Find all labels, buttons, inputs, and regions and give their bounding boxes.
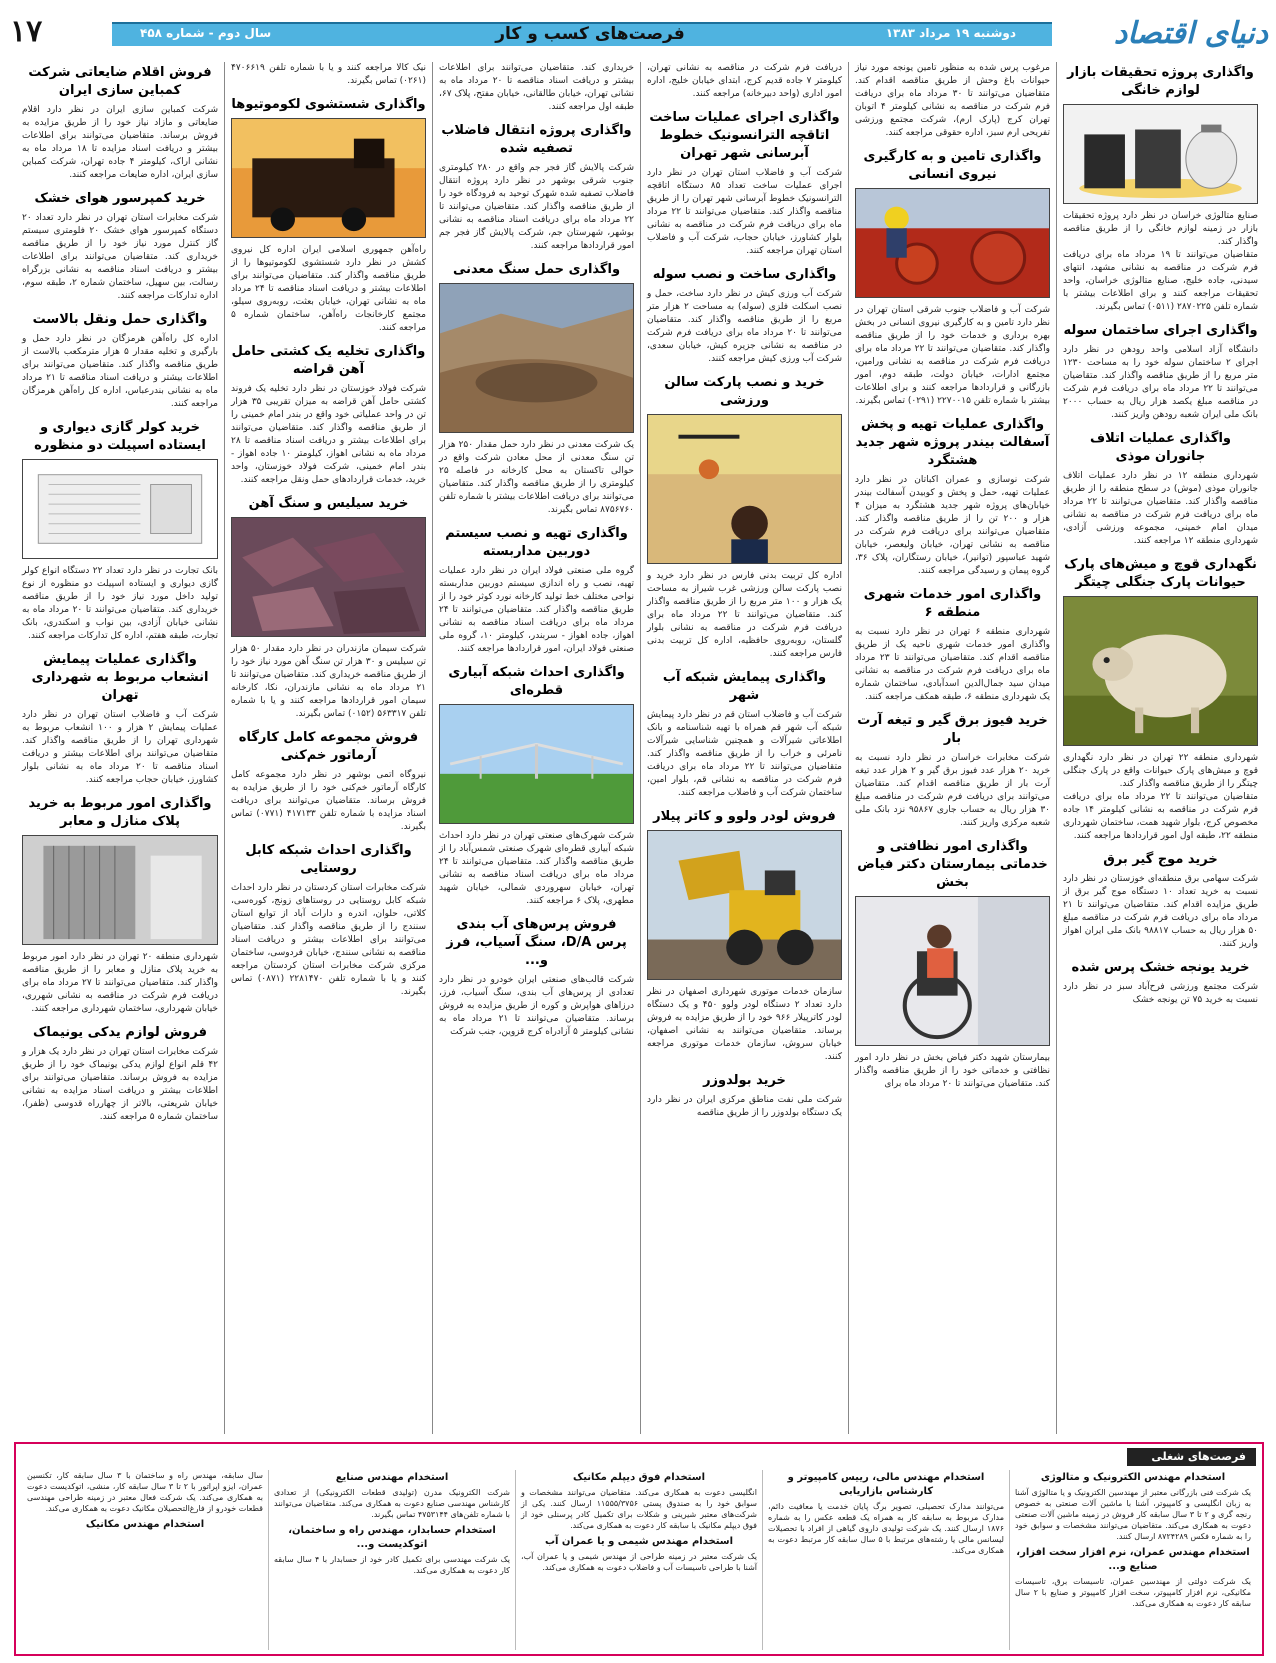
article-text: شرکت آب ورزی کیش در نظر دارد ساخت، حمل و نصب اسکلت فلزی (سوله) به مساحت ۲ هزار متر مربع را از طریق مناقصه واگذار کند. متقاضیان می‌توانند تا ۲۰ مرداد ماه برای دریافت فرم شرکت در مناقصه به نشانی جزیره کیش، خیابان سعدی، شرکت آب ورزی کیش مراجعه کنند. [647,289,842,364]
article-text: شرکت مخابرات استان کردستان در نظر دارد احداث شبکه کابل روستایی در روستاهای زونج، کوره‌سی، کلاتی، حلوان، اندره و دارات آباد از توابع استان سنندج را از طریق مناقصه واگذار کند. متقاضیان می‌توانند برای اطلاعات بیشتر و دریافت اسناد مناقصه به نشانی سنندج، خیابان فردوسی، ساختمان مرکزی شرکت مخابرات استان کردستان مراجعه کنند و یا با شماره تلفن ۲۲۸۱۴۷۰ (۰۸۷۱) تماس بگیرند. [231,883,426,997]
issue-number: سال دوم - شماره ۴۵۸ [140,26,272,40]
article-title: واگذاری پیمایش شبکه آب شهر [662,670,827,703]
article-title: واگذاری پروژه تحقیقات بازار لوازم خانگی [1067,65,1254,98]
job-ad [274,1524,510,1576]
job-ad [768,1471,1004,1556]
article-title: خرید کمپرسور هوای خشک [34,191,206,206]
jobs-section-title: فرصت‌های شغلی [1127,1448,1256,1466]
article [439,122,634,253]
article-title: فروش مجموعه کامل کارگاه آرماتور خم‌کنی [238,730,419,763]
article-title: واگذاری حمل سنگ معدنی [452,262,621,277]
photo-iron-ore [231,517,426,637]
article-text: شرکت پالایش گاز فجر جم واقع در ۲۸۰ کیلومتری جنوب شرقی بوشهر در نظر دارد پروژه انتقال فاضلاب تصفیه شده شهرک توحید به فرودگاه خود را از طریق مناقصه واگذار کند. متقاضیان می‌توانند تا ۲۲ مرداد ماه برای دریافت اسناد مناقصه به نشانی بوشهر، شهرستان جم، شرکت پالایش گاز فجر جم امور قراردادها مراجعه کنند. [439,163,634,251]
main-columns [14,62,1264,1434]
job-ad [521,1535,757,1573]
article [1063,556,1258,843]
article-text: گروه ملی صنعتی فولاد ایران در نظر دارد عملیات تهیه، نصب و راه اندازی سیستم دوربین مداربسته نواحی مختلف خط تولید کارخانه نورد کوثر خود را از طریق مناقصه واگذار کند. متقاضیان می‌توانند تا ۲۴ مرداد ماه برای دریافت اسناد مناقصه به نشانی اهواز، جاده اهواز - سربندر، کیلومتر ۱۰، گروه ملی صنعتی فولاد ایران، امور قراردادها مراجعه کنند. [439,566,634,654]
article-text: شرکت شهرک‌های صنعتی تهران در نظر دارد احداث شبکه آبیاری قطره‌ای شهرک صنعتی شمس‌آباد را از طریق مناقصه واگذار کند. متقاضیان می‌توانند تا ۲۴ مرداد ماه برای دریافت اسناد مناقصه به نشانی تهران، خیابان سهروردی شمالی، خیابان شهید مطهری، پلاک ۶ مراجعه کنند. [439,831,634,906]
job-title: استخدام مهندس شیمی و یا عمران آب [544,1536,734,1547]
article [439,664,634,908]
article [1063,851,1258,951]
article [231,729,426,834]
page-number: ۱۷ [10,14,43,49]
job-title: استخدام مهندس صنایع [335,1472,449,1483]
article [647,62,842,101]
article-text: متقاضیان می‌توانند تا ۲۲ مرداد ماه برای دریافت فرم شرکت در مناقصه به نشانی کیلومتر ۱۴ جاده مخصوص کرج، بلوار شهید همت، ساختمان شهرداری منطقه ۲۲، طبقه اول امور قراردادها مراجعه کنند. [1063,792,1258,841]
article [231,495,426,721]
photo-basketball [647,414,842,564]
job-title: استخدام مهندس عمران، نرم افزار سخت افزار، صنایع و... [1016,1547,1250,1572]
article [439,916,634,1039]
article-text: متقاضیان می‌توانند تا ۱۹ مرداد ماه برای دریافت فرم شرکت در مناقصه به نشانی مشهد، انتهای سیدنی، جاده خلیج، صنایع متالوژی خراسان، واحد تحقیقات مراجعه کنند و برای اطلاعات بیشتر با شماره تلفن ۲۸۷۰۲۲۵ (۰۵۱۱) تماس بگیرند. [1063,250,1258,312]
newspaper-logo: دنیای اقتصاد [1113,16,1268,51]
photo-home-appliances [1063,104,1258,204]
article-title: خرید موج گیر برق [1103,852,1218,867]
article-title: واگذاری عملیات پیمایش انشعاب مربوط به شهرداری تهران [31,652,209,703]
article-title: واگذاری اجرای ساختمان سوله [1063,323,1258,338]
article-title: خرید کولر گازی دیواری و ایستاده اسپیلت دو منظوره [34,420,206,453]
article-text: خریداری کند. متقاضیان می‌توانند برای اطلاعات بیشتر و دریافت اسناد مناقصه تا ۲۰ مرداد ماه به نشانی تهران، خیابان طالقانی، خیابان مفتح، پلاک ۶۷، طبقه اول مراجعه کنند. [439,63,634,112]
article-title: واگذاری حمل ونقل بالاست [32,312,208,327]
article-title: فروش پرس‌های آب بندی پرس D/A، سنگ آسیاب، فرز و... [446,917,627,968]
job-title: استخدام حسابدار، مهندس راه و ساختمان، اتوکدیست و... [288,1525,496,1550]
article [855,148,1050,408]
article-text: شرکت سهامی برق منطقه‌ای خوزستان در نظر دارد نسبت به خرید تعداد ۱۰ دستگاه موج گیر برق از طریق مزایده اقدام کند. متقاضیان می‌توانند تا ۲۱ مرداد ماه برای دریافت فرم شرکت در مناقصه مبلغ ۵۰ هزار ریال به حساب ۹۸۸۱۷ بانک ملی ایران اهواز واریز کنند. [1063,874,1259,949]
article-text: بانک تجارت در نظر دارد تعداد ۲۲ دستگاه انواع کولر گازی دیواری و ایستاده اسپیلت دو منظوره از نوع تولید داخل مورد نیاز خود را از طریق مناقصه خریداری کند. متقاضیان می‌توانند تا ۲۰ مرداد ماه به نشانی خیابان آزادی، بین نواب و اسکندری، بانک تجارت، طبقه هفتم، اداره کل تدارکات مراجعه کنند. [22,566,219,641]
article-text: نیک کالا مراجعه کنند و یا با شماره تلفن ۴۷۰۶۶۱۹ (۰۲۶۱) تماس بگیرند. [231,63,426,86]
article-text: شرکت ملی نفت مناطق مرکزی ایران در نظر دارد یک دستگاه بولدوزر را از طریق مناقصه [647,1095,842,1118]
job-text: شرکت الکترونیک مدرن (تولیدی قطعات الکترونیکی) از تعدادی کارشناس مهندسی صنایع دعوت به همکاری می‌کند. متقاضیان می‌توانند با شماره تلفن‌های ۴۷۵۳۱۴۴ تماس بگیرند. [274,1488,510,1519]
article [231,842,426,999]
job-title: استخدام فوق دیپلم مکانیک [572,1472,706,1483]
article-text: شرکت آب و فاضلاب استان تهران در نظر دارد عملیات پیمایش ۲ هزار و ۱۰۰ انشعاب مربوط به شهرداری تهران را از طریق مناقصه واگذار کند. متقاضیان می‌توانند برای اطلاعات بیشتر و دریافت اسناد مناقصه تا ۲۰ مرداد ماه به نشانی بلوار کشاورز، خیابان حجاب مراجعه کنند. [22,710,218,785]
job-opportunities-box [14,1442,1264,1656]
article-text: شرکت فولاد خوزستان در نظر دارد تخلیه یک فروند کشتی حامل آهن قراضه به میزان تقریبی ۳۵ هزار تن در واحد عملیاتی خود واقع در بندر امام خمینی را از طریق مناقصه واگذار کند. متقاضیان می‌توانند برای اطلاعات بیشتر و دریافت اسناد مناقصه تا ۲۸ مرداد ماه به نشانی اهواز، کیلومتر ۱۰ جاده اهواز - بندر امام خمینی، شرکت فولاد خوزستان، واحد خرید، خدمات قراردادهای حمل ونقل مراجعه کنند. [231,384,426,485]
article-title: واگذاری عملیات تهیه و پخش آسفالت بیندر پروژه شهر جدید هشتگرد [855,417,1050,468]
article-text: شرکت آب و فاضلاب استان تهران در نظر دارد اجرای عملیات ساخت تعداد ۸۵ دستگاه اتاقچه الترانسونیک خطوط آبرسانی شهر تهران را از طریق مناقصه واگذار کند. متقاضیان می‌توانند تا ۲۲ مرداد ماه برای دریافت فرم شرکت در مناقصه به نشانی بلوار کشاورز، خیابان حجاب، شرکت آب و فاضلاب استان تهران مراجعه کنند. [647,168,842,256]
article-title: واگذاری تخلیه یک کشتی حامل آهن قراضه [231,344,426,377]
article-text: شرکت قالب‌های صنعتی ایران خودرو در نظر دارد تعدادی از پرس‌های آب بندی، سنگ آسیاب، فرز، درزاهای هواپرش و کوره از طریق مزایده به فروش برساند. متقاضیان می‌توانند تا ۲۱ مرداد ماه به نشانی کیلومتر ۵ آزادراه کرج قزوین، جنب شرکت [439,975,635,1037]
article-title: خرید بولدوزر [703,1073,786,1088]
section-title: فرصت‌های کسب و کار [495,24,685,44]
jobs-column [1009,1470,1256,1650]
article-text: شرکت آب و فاضلاب جنوب شرقی استان تهران در نظر دارد تامین و به کارگیری نیروی انسانی در بخش بهره برداری و خدمات خود را از طریق مناقصه واگذار کند. متقاضیان می‌توانند تا ۲۲ مرداد ماه برای دریافت فرم شرکت در مناقصه به نشانی ورامین، مجتمع ادارات، خیابان دولت، طبقه دوم، امور بازرگانی و قراردادها مراجعه کنند و برای اطلاعات بیشتر با شماره تلفن ۲۲۷۰۰۱۵ (۰۲۹۱) تماس بگیرند. [855,305,1050,406]
article [855,712,1050,830]
column-6 [16,62,224,1434]
column-2 [848,62,1056,1434]
article [855,586,1050,704]
article [647,266,842,366]
photo-irrigation [439,704,634,824]
article [1063,430,1258,548]
article-title: واگذاری تهیه و نصب سیستم دوربین مداربسته [445,526,628,559]
job-text: یک شرکت معتبر در زمینه طراحی از مهندس شیمی و یا عمران آب، آشنا با طراحی تاسیسات آب و فاضلاب دعوت به همکاری می‌کند. [521,1552,757,1572]
job-text: یک شرکت فنی بازرگانی معتبر از مهندسین الکترونیک و یا متالوژی آشنا به زبان انگلیسی و کامپیوتر، آشنا با ماشین آلات صنعتی به خصوص رنجه گری و ۲ تا ۳ سال سابقه کار فروش در زمینه ماشین آلات صنعتی دعوت به همکاری می‌کند. متقاضیان می‌توانند مشخصات و سوابق خود را به شماره فکس ۸۷۲۴۲۸۹ ارسال کنند. [1015,1488,1252,1541]
job-title: استخدام مهندس الکترونیک و متالوژی [1040,1472,1226,1483]
article-text: راه‌آهن جمهوری اسلامی ایران اداره کل نیروی کشش در نظر دارد شستشوی لکوموتیوها را از طریق مناقصه واگذار کند. متقاضیان می‌توانند برای اطلاعات بیشتر و دریافت اسناد مناقصه تا ۲۴ مرداد ماه به نشانی تهران، خیابان بعثت، روبه‌روی سیلو، مجتمع کارخانجات راه‌آهن، ساختمان شماره ۵ مراجعه کنند. [231,245,426,333]
article-text: شهرداری منطقه ۲۰ تهران در نظر دارد امور مربوط به خرید پلاک منازل و معابر را از طریق مناقصه واگذار کند. متقاضیان می‌توانند تا ۲۷ مرداد ماه برای دریافت فرم شرکت در مناقصه به نشانی شهرری، خیابان شهرداری، ساختمان شهرداری مراجعه کنند. [22,952,218,1014]
article [855,62,1050,140]
article [1063,64,1258,314]
article-title: خرید یونجه خشک پرس شده [1071,960,1250,975]
article-text: شهرداری منطقه ۲۲ تهران در نظر دارد نگهداری قوچ و میش‌های پارک حیوانات واقع در پارک جنگلی چیتگر را از طریق مناقصه واگذار کند. [1063,753,1258,789]
photo-worker-valves [855,188,1050,298]
issue-date: دوشنبه ۱۹ مرداد ۱۳۸۳ [885,26,1016,40]
article [22,190,218,303]
article-text: شرکت نوسازی و عمران اکباتان در نظر دارد عملیات تهیه، حمل و پخش و کوبیدن آسفالت بیندر خیابان‌های پروژه شهر جدید هشتگرد به میزان ۴ هزار و ۲۰۰ تن را از طریق مناقصه واگذار کند. متقاضیان می‌توانند برای دریافت فرم شرکت در مناقصه به نشانی تهران، خیابان ولیعصر، خیابان شهید عباسپور (توانیر)، خیابان رستگاران، پلاک ۳۶، گروه پیمان و رسیدگی مراجعه کنند. [855,475,1050,576]
article [647,109,842,258]
jobs-column [268,1470,515,1650]
article-title: فروش لوازم یدکی یونیماک [33,1025,207,1040]
column-4 [432,62,640,1434]
article [1063,322,1258,422]
article-title: واگذاری پروژه انتقال فاضلاب تصفیه شده [441,123,632,156]
photo-loader [647,830,842,980]
photo-mine [439,283,634,433]
article-title: خرید و نصب پارکت سالن ورزشی [664,375,825,408]
jobs-grid [22,1470,1256,1650]
article [439,525,634,656]
job-title: استخدام مهندس مالی، رییس کامپیوتر و کارشناس بازاریابی [787,1472,985,1497]
article-text: بیمارستان شهید دکتر فیاض بخش در نظر دارد امور نظافتی و خدماتی خود را از طریق مناقصه واگذار کند. متقاضیان می‌توانند تا ۲۰ مرداد ماه برای [855,1053,1050,1089]
article-title: واگذاری ساخت و نصب سوله [652,267,837,282]
article [22,419,218,643]
article [855,838,1050,1091]
article-text: شرکت کمباین سازی ایران در نظر دارد اقلام ضایعاتی و مازاد نیاز خود را از طریق مزایده به فروش برساند. متقاضیان می‌توانند برای اطلاعات بیشتر و دریافت اسناد مزایده تا ۱۸ مرداد ماه به نشانی اراک، کیلومتر ۴ جاده تهران، شرکت کمباین سازی ایران، اداره ضایعات مراجعه کنند. [22,105,218,180]
job-text: می‌توانند مدارک تحصیلی، تصویر برگ پایان خدمت یا معافیت دائم، مدارک مربوط به سابقه کار به همراه یک قطعه عکس را به شماره ۱۸۷۶ ارسال کنند. یک شرکت تولیدی داروی گیاهی از افراد با تحصیلات لیسانس مالی یا رشته‌های مرتبط با ۵ سال سابقه کار مرتبط دعوت به همکاری می‌کند. [768,1502,1004,1555]
article-text: صنایع متالوژی خراسان در نظر دارد پروژه تحقیقات بازار در زمینه لوازم خانگی را از طریق مناقصه واگذار کند. [1063,211,1258,247]
article [231,96,426,335]
article [22,311,218,411]
article-title: خرید سیلیس و سنگ آهن [248,496,409,511]
article-text: شرکت آب و فاضلاب استان قم در نظر دارد پیمایش شبکه آب شهر قم همراه با تهیه شناسنامه و بانک اطلاعاتی شیرآلات و همچنین شناسایی شیرآلات نامرئی و خراب را از طریق مناقصه واگذار کند. متقاضیان می‌توانند تا ۲۲ مرداد ماه برای دریافت فرم شرکت در مناقصه به نشانی قم، بلوار امین، ساختمان شرکت آب و فاضلاب مراجعه کنند. [647,710,842,798]
photo-house-plate [22,835,218,945]
article [647,669,842,800]
photo-wheelchair [855,896,1050,1046]
article-text: مرغوب پرس شده به منظور تامین یونجه مورد نیاز حیوانات باغ وحش از طریق مناقصه اقدام کند. متقاضیان می‌توانند تا ۳۰ مرداد ماه برای دریافت فرم شرکت در مناقصه به نشانی کیلومتر ۴ اتوبان تهران کرج (پارک ارم)، شرکت مجتمع ورزشی تفریحی ارم سبز، اداره حقوقی مراجعه کنند. [855,63,1050,138]
article-title: واگذاری امور خدمات شهری منطقه ۶ [863,587,1042,620]
job-text: یک شرکت مهندسی برای تکمیل کادر خود از حسابدار با ۴ سال سابقه کار دعوت به همکاری می‌کند. [274,1555,510,1575]
article-text: شهرداری منطقه ۱۲ در نظر دارد عملیات اتلاف جانوران موذی (موش) در سطح منطقه را از طریق مناقصه واگذار کند. متقاضیان می‌توانند تا ۲۲ مرداد ماه برای دریافت فرم شرکت در مناقصه به نشانی میدان امام خمینی، مجموعه ورزشی آزادی، شهرداری منطقه ۱۲ مراجعه کنند. [1063,471,1259,546]
article-title: واگذاری تامین و به کارگیری نیروی انسانی [863,149,1042,182]
job-text: سال سابقه، مهندس راه و ساختمان با ۳ سال سابقه کار، تکنسین عمران، ایزو اپراتور با ۲ تا ۳ سال سابقه کار، منشی، اتوکدیست دعوت به همکاری می‌کند. یک شرکت فعال معتبر در زمینه طراحی مهندسی قطعات خودرو از فارغ‌التحصیلان مکانیک دعوت به همکاری می‌کند. [27,1471,264,1513]
article-title: فروش لودر ولوو و کاتر پیلار [653,809,836,824]
photo-sheep [1063,596,1258,746]
article-text: شرکت مخابرات استان تهران در نظر دارد یک هزار و ۴۲ قلم انواع لوازم یدکی یونیماک خود را از طریق مزایده به فروش برساند. متقاضیان می‌توانند برای اطلاعات بیشتر و دریافت اسناد مزایده به نشانی خیابان شریعتی، بالاتر از چهارراه قدوسی (ظفر)، ساختمان شماره ۵ مراجعه کنند. [22,1047,218,1122]
article-text: شهرداری منطقه ۶ تهران در نظر دارد نسبت به واگذاری امور خدمات شهری ناحیه یک از طریق مناقصه اقدام کند. متقاضیان می‌توانند تا ۲۳ مرداد ماه برای دریافت فرم شرکت در مناقصه به نشانی میدان سید جمال‌الدین اسدآبادی، ساختمان شماره یک شهرداری منطقه ۶، طبقه همکف مراجعه کنند. [855,627,1050,702]
job-ad [521,1471,757,1531]
article [647,1072,842,1120]
article-text: اداره کل تربیت بدنی فارس در نظر دارد خرید و نصب پارکت سالن ورزشی غرب شیراز به مساحت یک هزار و ۱۰۰ متر مربع را از طریق مناقصه واگذار کند. متقاضیان می‌توانند تا ۲۲ مرداد ماه برای دریافت فرم شرکت در مناقصه به نشانی بلوار گلستان، روبه‌روی حافظیه، اداره کل تربیت بدنی فارس مراجعه کنند. [647,571,842,659]
article-title: فروش اقلام ضایعاتی شرکت کمباین سازی ایران [28,65,212,98]
job-ad [1015,1546,1251,1609]
article-title: واگذاری شستشوی لکوموتیوها [231,97,426,112]
column-3 [640,62,848,1434]
article [231,343,426,487]
article-text: دانشگاه آزاد اسلامی واحد رودهن در نظر دارد اجرای ۲ ساختمان سوله خود را به مساحت ۱۲۳۰ متر مربع را از طریق مناقصه واگذار کند. متقاضیان می‌توانند تا ۲۲ مرداد ماه برای دریافت فرم شرکت در مناقصه مبلغ یکصد هزار ریال به حساب ۲۰۰۰ بانک ملی ایران شعبه رودهن واریز کنند. [1063,345,1258,420]
article [22,64,218,182]
article-text: شرکت مجتمع ورزشی فرح‌آباد سبز در نظر دارد نسبت به خرید ۷۵ تن یونجه خشک [1063,982,1258,1005]
job-text: یک شرکت دولتی از مهندسین عمران، تاسیسات برق، تاسیسات مکانیکی، نرم افزار کامپیوتر، سخت افزار کامپیوتر و صنایع با ۲ سال سابقه کار دعوت به همکاری می‌کند. [1015,1577,1251,1608]
article [647,374,842,661]
article-title: واگذاری امور مربوط به خرید پلاک منازل و معابر [28,796,212,829]
article [439,261,634,517]
article [22,651,218,787]
article [1063,959,1258,1007]
article-title: واگذاری امور نظافتی و خدماتی بیمارستان دکتر فیاض بخش [857,839,1048,890]
article-title: واگذاری عملیات اتلاف جانوران موذی [1090,431,1231,464]
article-text: اداره کل راه‌آهن هرمزگان در نظر دارد حمل و بارگیری و تخلیه مقدار ۵ هزار مترمکعب بالاست از طریق مناقصه واگذار کند. متقاضیان می‌توانند برای اطلاعات بیشتر و دریافت اسناد مناقصه تا ۲۱ مرداد ماه به نشانی بندرعباس، اداره کل راه‌آهن هرمزگان مراجعه کنند. [22,334,218,409]
page-header [0,0,1276,52]
article [231,62,426,88]
photo-locomotive [231,118,426,238]
article-text: شرکت مخابرات استان تهران در نظر دارد تعداد ۲۰ دستگاه کمپرسور هوای خشک ۲۰ فلومتری سیستم گاز کنترل مورد نیاز خود را از طریق مناقصه خریداری کند. متقاضیان می‌توانند برای اطلاعات بیشتر و دریافت اسناد مناقصه به نشانی بزرگراه رسالت، بین سهیل، ساختمان شماره ۲، طبقه سوم، اداره تدارکات مراجعه کنند. [22,213,218,301]
jobs-column [22,1470,268,1650]
job-ad [27,1470,263,1532]
column-1 [1056,62,1264,1434]
job-ad [1015,1471,1251,1542]
jobs-column [762,1470,1009,1650]
article [439,62,634,114]
article-text: سازمان خدمات موتوری شهرداری اصفهان در نظر دارد تعداد ۲ دستگاه لودر ولوو ۴۵۰ و یک دستگاه لودر کاترپیلار ۹۶۶ خود را از طریق مزایده به فروش برساند. متقاضیان می‌توانند به نشانی اصفهان، خیابان سروش، سازمان خدمات موتوری مراجعه کنند. [647,987,843,1062]
article [855,416,1050,578]
article-title: واگذاری اجرای عملیات ساخت اتاقچه الترانسونیک خطوط آبرسانی شهر تهران [649,110,840,161]
article-text: نیروگاه اتمی بوشهر در نظر دارد مجموعه کامل کارگاه آرماتور خم‌کنی خود را از طریق مزایده به فروش برساند. متقاضیان می‌توانند برای دریافت اسناد مزایده با شماره تلفن ۴۱۷۱۳۳ (۰۷۷۱) تماس بگیرند. [231,770,427,832]
job-title: استخدام مهندس مکانیک [85,1519,205,1530]
job-text: انگلیسی دعوت به همکاری می‌کند. متقاضیان می‌توانند مشخصات و سوابق خود را به صندوق پستی ۱۱۵۵۵/۳۷۵۶ ارسال کنند. یکی از شرکت‌های معتبر شیرینی و شکلات برای تکمیل کادر پرسنلی خود از فوق دیپلم مکانیک با سابقه کار دعوت به همکاری می‌کند. [521,1488,757,1530]
jobs-column [515,1470,762,1650]
article-title: خرید فیوز برق گیر و تیغه آرت بار [857,713,1048,746]
article-title: واگذاری احداث شبکه کابل روستایی [245,843,412,876]
article-title: واگذاری احداث شبکه آبیاری قطره‌ای [448,665,625,698]
article [647,808,842,1064]
article [22,795,218,1016]
article [22,1024,218,1124]
article-text: دریافت فرم شرکت در مناقصه به نشانی تهران، کیلومتر ۷ جاده قدیم کرج، ابتدای خیابان خلیج، اداره امور اداری (واحد دبیرخانه) مراجعه کنند. [647,63,843,99]
article-text: شرکت سیمان مازندران در نظر دارد مقدار ۵۰ هزار تن سیلیس و ۳۰ هزار تن سنگ آهن مورد نیاز خود را از طریق مناقصه خریداری کند. متقاضیان می‌توانند تا ۲۱ مرداد ماه به نشانی مازندران، نکا، کارخانه سیمان امور قراردادها مراجعه کنند و یا با شماره تلفن ۵۶۳۳۱۷ (۰۱۵۲) تماس بگیرند. [231,644,427,719]
article-title: نگهداری قوچ و میش‌های پارک حیوانات پارک جنگلی چیتگر [1064,557,1257,590]
column-5 [224,62,432,1434]
article-text: شرکت مخابرات خراسان در نظر دارد نسبت به خرید ۲۰ هزار عدد فیوز برق گیر و ۲ هزار عدد تیغه آرت بار از طریق مناقصه اقدام کند. متقاضیان می‌توانند برای دریافت فرم شرکت در مناقصه مبلغ ۳۰ هزار ریال به حساب جاری ۹۵۸۶۷ نزد بانک ملی شعبه مرکزی واریز کنند. [855,753,1051,828]
photo-air-conditioner [22,459,218,559]
article-text: یک شرکت معدنی در نظر دارد حمل مقدار ۲۵۰ هزار تن سنگ معدنی از محل معادن شرکت واقع در حوالی تاکستان به محل کارخانه در فاصله ۲۵ کیلومتری را از طریق مناقصه واگذار کند. متقاضیان می‌توانند برای دریافت اطلاعات بیشتر با شماره تلفن ۸۷۵۶۷۶۰ تماس بگیرند. [439,440,634,515]
job-ad [274,1471,510,1520]
